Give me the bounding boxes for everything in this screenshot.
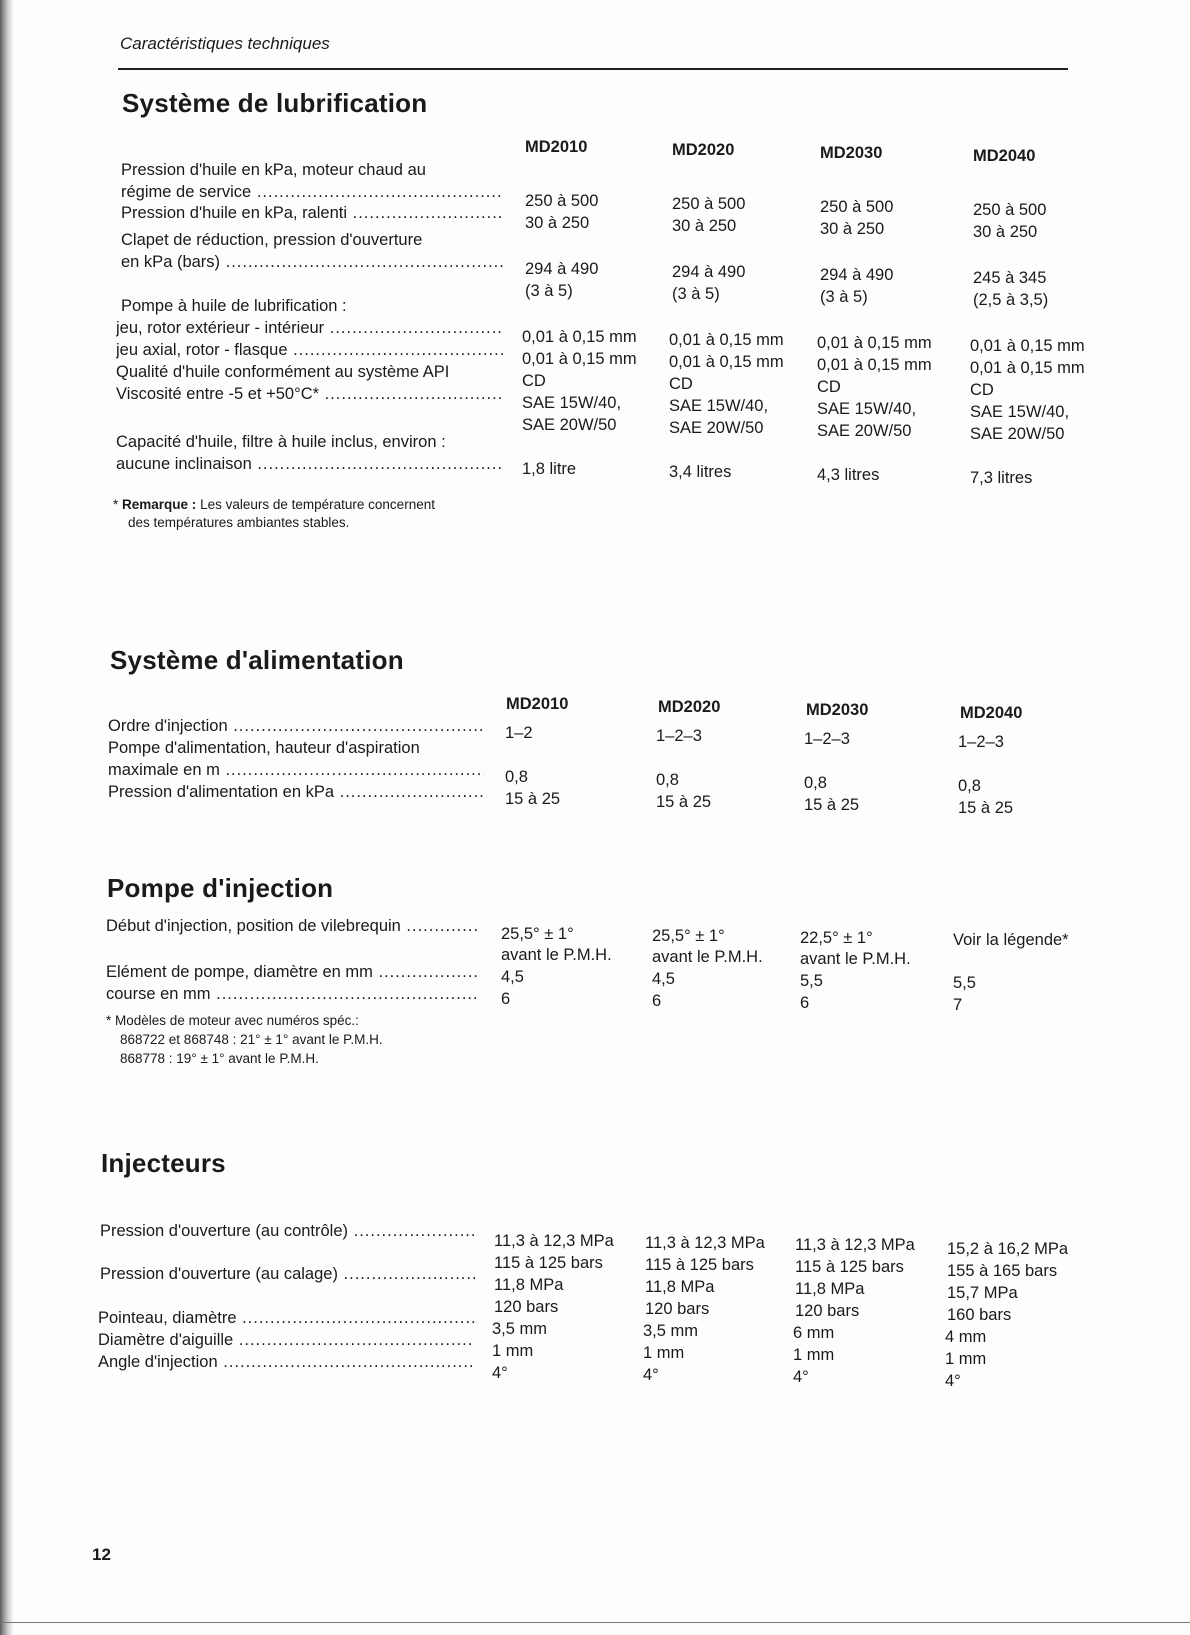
footnote-text: Modèles de moteur avec numéros spéc.: (115, 1013, 359, 1028)
label-needle-diameter: Pointeau, diamètre ..... (98, 1308, 475, 1328)
value-cell: 11,8 MPa (795, 1280, 865, 1298)
value-cell: 0,01 à 0,15 mm (817, 334, 932, 352)
value-cell: SAE 15W/40, (817, 400, 917, 418)
page-bottom-edge (0, 1622, 1190, 1623)
label-oil-capacity: Capacité d'huile, filtre à huile inclus, environ : (116, 433, 446, 451)
label-oil-capacity-cont: aucune inclinaison ..... (116, 454, 504, 474)
model-header: MD2030 (806, 701, 869, 719)
value-cell: 25,5° ± 1° (652, 927, 725, 945)
value-cell: 115 à 125 bars (494, 1254, 603, 1272)
label-relief-valve: Clapet de réduction, pression d'ouverture (121, 231, 423, 249)
value-cell: (3 à 5) (672, 285, 720, 303)
value-cell: 15,2 à 16,2 MPa (947, 1240, 1069, 1258)
value-cell: avant le P.M.H. (501, 946, 612, 964)
value-cell: 1–2–3 (804, 730, 850, 748)
value-cell: 11,3 à 12,3 MPa (795, 1236, 915, 1254)
section-title-lubrication: Système de lubrification (122, 88, 428, 118)
value-cell: (2,5 à 3,5) (973, 291, 1049, 309)
value-cell: 4° (793, 1368, 809, 1386)
value-cell: (3 à 5) (820, 288, 868, 306)
value-cell: 6 (501, 990, 511, 1008)
value-cell: 1–2–3 (958, 733, 1004, 751)
value-cell: SAE 15W/40, (669, 397, 769, 415)
value-cell: 15 à 25 (958, 799, 1014, 817)
value-cell: 1,8 litre (522, 460, 577, 478)
value-cell: 4,5 (652, 970, 675, 988)
value-cell: 294 à 490 (525, 260, 599, 278)
value-cell: 4° (643, 1366, 659, 1384)
value-cell: SAE 20W/50 (817, 422, 912, 440)
value-cell: 245 à 345 (973, 269, 1047, 287)
value-cell: 120 bars (494, 1298, 559, 1316)
value-cell: 15 à 25 (804, 796, 860, 814)
value-cell: 25,5° ± 1° (501, 925, 574, 943)
value-cell: 6 (800, 994, 810, 1012)
label-nozzle-diameter: Diamètre d'aiguille ..... (98, 1330, 475, 1350)
value-cell: 250 à 500 (820, 198, 894, 216)
value-cell: 0,01 à 0,15 mm (970, 359, 1085, 377)
value-cell: 15 à 25 (505, 790, 561, 808)
value-cell: avant le P.M.H. (652, 948, 763, 966)
value-cell: 4,3 litres (817, 466, 880, 484)
page-header: Caractéristiques techniques (120, 34, 330, 53)
label-injection-order: Ordre d'injection ..... (108, 716, 484, 736)
value-cell: 1 mm (643, 1344, 685, 1362)
value-cell: 0,8 (656, 771, 679, 789)
value-cell: 4,5 (501, 968, 524, 986)
value-cell: 0,01 à 0,15 mm (817, 356, 932, 374)
model-header: MD2030 (820, 144, 883, 162)
value-cell: 11,3 à 12,3 MPa (494, 1232, 614, 1250)
value-cell: 0,8 (505, 768, 528, 786)
value-cell: 115 à 125 bars (795, 1258, 904, 1276)
value-cell: 294 à 490 (672, 263, 746, 281)
label-feed-pump-cont: maximale en m ..... (108, 760, 484, 780)
value-cell: SAE 15W/40, (522, 394, 622, 412)
value-cell: avant le P.M.H. (800, 950, 911, 968)
label-injection-angle: Angle d'injection ..... (98, 1352, 475, 1372)
value-cell: 160 bars (947, 1306, 1012, 1324)
value-cell: 6 mm (793, 1324, 835, 1342)
footnote-line: 868778 : 19° ± 1° avant le P.M.H. (120, 1051, 319, 1066)
lubrication-footnote-cont: des températures ambiantes stables. (128, 515, 350, 530)
value-cell: 5,5 (800, 972, 823, 990)
value-cell: 0,01 à 0,15 mm (669, 331, 784, 349)
value-cell: 11,8 MPa (494, 1276, 564, 1294)
label-relief-valve-cont: en kPa (bars) ..... (121, 252, 504, 272)
label-oil-pressure-idle: Pression d'huile en kPa, ralenti ..... (121, 203, 504, 223)
value-cell: SAE 15W/40, (970, 403, 1070, 421)
label-opening-pressure-setting: Pression d'ouverture (au calage) ..... (100, 1264, 475, 1284)
value-cell: 7 (953, 996, 963, 1014)
value-cell: 0,8 (958, 777, 981, 795)
footnote-bold: Remarque : (122, 497, 197, 512)
value-cell: 15 à 25 (656, 793, 712, 811)
value-cell: 294 à 490 (820, 266, 894, 284)
section-title-fuel: Système d'alimentation (110, 645, 404, 675)
footnote-marker: * (106, 1013, 112, 1028)
value-cell: 0,01 à 0,15 mm (522, 350, 637, 368)
value-cell: SAE 20W/50 (522, 416, 617, 434)
value-cell: 115 à 125 bars (645, 1256, 754, 1274)
value-cell: 4° (945, 1372, 961, 1390)
value-cell: CD (522, 372, 546, 390)
label-viscosity: Viscosité entre -5 et +50°C* ..... (116, 384, 504, 404)
value-cell: 1 mm (945, 1350, 987, 1368)
section-title-injection-pump: Pompe d'injection (107, 873, 334, 903)
value-cell: 7,3 litres (970, 469, 1033, 487)
model-header: MD2040 (960, 704, 1023, 722)
footnote-text: Les valeurs de température concernent (200, 497, 435, 512)
value-cell: 120 bars (645, 1300, 710, 1318)
value-cell: Voir la légende* (953, 931, 1069, 949)
value-cell: 0,01 à 0,15 mm (522, 328, 637, 346)
value-cell: 5,5 (953, 974, 976, 992)
value-cell: 250 à 500 (973, 201, 1047, 219)
label-feed-pump: Pompe d'alimentation, hauteur d'aspiration (108, 739, 420, 757)
value-cell: SAE 20W/50 (669, 419, 764, 437)
injection-pump-footnote (106, 1012, 359, 1029)
label-pump-element: Elément de pompe, diamètre en mm ..... (106, 962, 480, 982)
value-cell: CD (970, 381, 994, 399)
model-header: MD2010 (506, 695, 569, 713)
value-cell: 250 à 500 (525, 192, 599, 210)
value-cell: CD (817, 378, 841, 396)
value-cell: 1 mm (793, 1346, 835, 1364)
footnote-line: 868722 et 868748 : 21° ± 1° avant le P.M.H. (120, 1032, 383, 1047)
header-rule (118, 68, 1068, 70)
label-oil-pressure-hot: Pression d'huile en kPa, moteur chaud au (121, 161, 426, 179)
model-header: MD2010 (525, 138, 588, 156)
value-cell: (3 à 5) (525, 282, 573, 300)
value-cell: 22,5° ± 1° (800, 929, 873, 947)
value-cell: 4° (492, 1364, 508, 1382)
value-cell: 0,8 (804, 774, 827, 792)
label-pump-heading: Pompe à huile de lubrification : (121, 297, 347, 315)
footnote-marker: * (113, 497, 119, 512)
model-header: MD2040 (973, 147, 1036, 165)
value-cell: SAE 20W/50 (970, 425, 1065, 443)
section-title-injectors: Injecteurs (101, 1148, 226, 1178)
value-cell: 11,3 à 12,3 MPa (645, 1234, 765, 1252)
page-number: 12 (92, 1545, 111, 1564)
value-cell: 30 à 250 (672, 217, 737, 235)
value-cell: 1 mm (492, 1342, 534, 1360)
value-cell: 11,8 MPa (645, 1278, 715, 1296)
value-cell: 250 à 500 (672, 195, 746, 213)
value-cell: 1–2 (505, 724, 533, 742)
label-rotor-clearance: jeu, rotor extérieur - intérieur ..... (116, 318, 504, 338)
value-cell: 3,5 mm (492, 1320, 548, 1338)
model-header: MD2020 (658, 698, 721, 716)
value-cell: 0,01 à 0,15 mm (970, 337, 1085, 355)
value-cell: 15,7 MPa (947, 1284, 1018, 1302)
label-injection-start: Début d'injection, position de vilebrequin ..... (106, 916, 480, 936)
value-cell: 0,01 à 0,15 mm (669, 353, 784, 371)
value-cell: 3,4 litres (669, 463, 732, 481)
label-feed-pressure: Pression d'alimentation en kPa ..... (108, 782, 484, 802)
label-axial-clearance: jeu axial, rotor - flasque ..... (116, 340, 504, 360)
value-cell: 3,5 mm (643, 1322, 699, 1340)
label-pump-stroke: course en mm ..... (106, 984, 480, 1004)
value-cell: 4 mm (945, 1328, 987, 1346)
lubrication-footnote (113, 496, 435, 513)
label-oil-quality: Qualité d'huile conformément au système API (116, 363, 450, 381)
scan-edge-shadow (0, 0, 14, 1635)
value-cell: 1–2–3 (656, 727, 702, 745)
value-cell: 30 à 250 (525, 214, 590, 232)
value-cell: 30 à 250 (820, 220, 885, 238)
model-header: MD2020 (672, 141, 735, 159)
label-opening-pressure-check: Pression d'ouverture (au contrôle) ..... (100, 1221, 475, 1241)
value-cell: 155 à 165 bars (947, 1262, 1058, 1280)
label-oil-pressure-hot-cont: régime de service ..... (121, 182, 504, 202)
value-cell: 120 bars (795, 1302, 860, 1320)
value-cell: 6 (652, 992, 662, 1010)
value-cell: 30 à 250 (973, 223, 1038, 241)
value-cell: CD (669, 375, 693, 393)
